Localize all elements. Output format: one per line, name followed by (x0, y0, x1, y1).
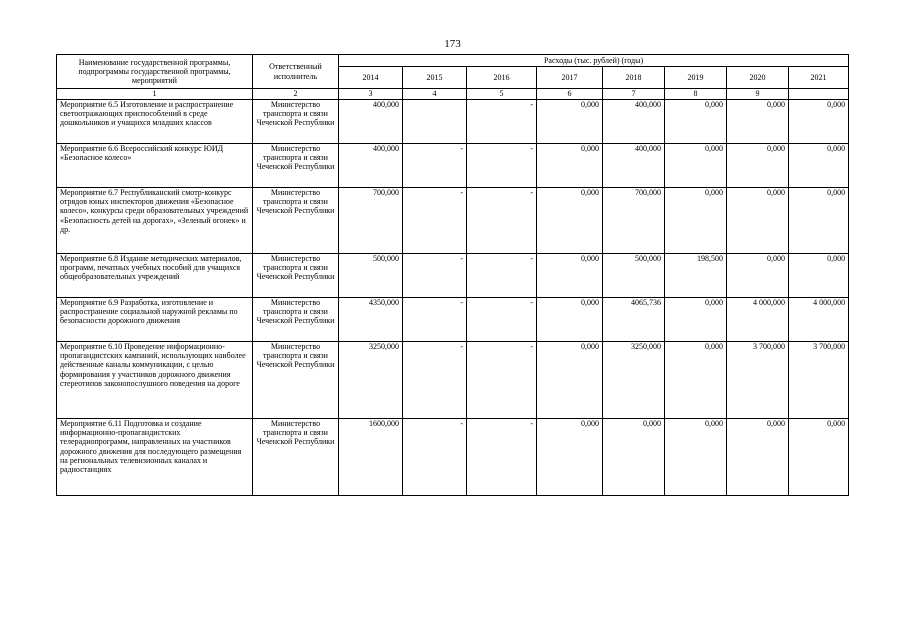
header-year: 2016 (467, 67, 537, 89)
expense-value: 0,000 (537, 298, 603, 342)
expense-value: - (403, 188, 467, 254)
column-number: 6 (537, 89, 603, 100)
executor: Министерство транспорта и связи Чеченской Республики (253, 298, 339, 342)
expense-value: - (403, 254, 467, 298)
expense-value: - (467, 144, 537, 188)
expense-value: 0,000 (537, 144, 603, 188)
expense-value: 3250,000 (339, 342, 403, 419)
expense-value: 400,000 (339, 100, 403, 144)
table-row (57, 419, 849, 496)
header-year: 2018 (603, 67, 665, 89)
column-number: 4 (403, 89, 467, 100)
expense-value: 0,000 (789, 188, 849, 254)
expense-value: 400,000 (603, 144, 665, 188)
expense-value: 3250,000 (603, 342, 665, 419)
expense-value: 700,000 (339, 188, 403, 254)
expense-value: 0,000 (537, 100, 603, 144)
column-number: 7 (603, 89, 665, 100)
expense-value: 0,000 (727, 144, 789, 188)
expense-value: 0,000 (789, 419, 849, 496)
column-number: 8 (665, 89, 727, 100)
expense-value: 4065,736 (603, 298, 665, 342)
expense-value: 700,000 (603, 188, 665, 254)
column-number: 9 (727, 89, 789, 100)
expenses-table (56, 54, 849, 496)
expense-value: 0,000 (789, 144, 849, 188)
expense-value: - (403, 342, 467, 419)
expense-value: 0,000 (537, 419, 603, 496)
column-number (789, 89, 849, 100)
expense-value: 0,000 (665, 100, 727, 144)
page-number: 173 (444, 38, 461, 50)
expense-value: 500,000 (603, 254, 665, 298)
expense-value: 0,000 (727, 254, 789, 298)
executor: Министерство транспорта и связи Чеченской Республики (253, 419, 339, 496)
expense-value: 0,000 (665, 419, 727, 496)
expense-value: 1600,000 (339, 419, 403, 496)
expense-value: - (467, 254, 537, 298)
expense-value: 0,000 (789, 254, 849, 298)
activity-name: Мероприятие 6.7 Республиканский смотр-конкурс отрядов юных инспекторов движения «Безопасное колесо», конкурсы среди образовательных учреждений «Безопасность детей на дорогах», «Зеленый огонек» и др. (57, 188, 253, 254)
header-year: 2017 (537, 67, 603, 89)
expense-value: 4350,000 (339, 298, 403, 342)
expense-value: 0,000 (537, 342, 603, 419)
expense-value: 0,000 (665, 188, 727, 254)
table-row (57, 100, 849, 144)
expense-value (403, 100, 467, 144)
expense-value: 4 000,000 (789, 298, 849, 342)
executor: Министерство транспорта и связи Чеченской Республики (253, 188, 339, 254)
expense-value: - (467, 298, 537, 342)
header-year: 2020 (727, 67, 789, 89)
activity-name: Мероприятие 6.5 Изготовление и распространение светоотражающих приспособлений в среде дошкольников и учащихся младших классов (57, 100, 253, 144)
expense-value: 0,000 (665, 342, 727, 419)
activity-name: Мероприятие 6.8 Издание методических материалов, программ, печатных учебных пособий для учащихся общеобразовательных учреждений (57, 254, 253, 298)
table-row (57, 188, 849, 254)
expense-value: 0,000 (665, 298, 727, 342)
expense-value: - (403, 144, 467, 188)
column-number: 2 (253, 89, 339, 100)
activity-name: Мероприятие 6.10 Проведение информационно-пропагандистских кампаний, использующих наиболее действенные каналы коммуникации, с целью формирования у участников дорожного движения стереотипов законопослушного поведения на дороге (57, 342, 253, 419)
header-year: 2015 (403, 67, 467, 89)
header-year: 2021 (789, 67, 849, 89)
expense-value: - (467, 419, 537, 496)
expense-value: - (467, 100, 537, 144)
expense-value: 500,000 (339, 254, 403, 298)
expense-value: 0,000 (537, 254, 603, 298)
expense-value: 0,000 (603, 419, 665, 496)
table-row (57, 342, 849, 419)
expense-value: 3 700,000 (789, 342, 849, 419)
expense-value: - (467, 342, 537, 419)
expense-value: 0,000 (727, 100, 789, 144)
expense-value: 0,000 (789, 100, 849, 144)
executor: Министерство транспорта и связи Чеченской Республики (253, 342, 339, 419)
activity-name: Мероприятие 6.6 Всероссийский конкурс ЮИД «Безопасное колесо» (57, 144, 253, 188)
expense-value: 0,000 (537, 188, 603, 254)
expense-value: - (467, 188, 537, 254)
expense-value: 400,000 (339, 144, 403, 188)
header-expenses: Расходы (тыс. рублей) (годы) (339, 55, 849, 67)
expense-value: 198,500 (665, 254, 727, 298)
expense-value: 4 000,000 (727, 298, 789, 342)
header-year: 2014 (339, 67, 403, 89)
expense-value: 0,000 (727, 188, 789, 254)
column-number: 5 (467, 89, 537, 100)
column-number: 3 (339, 89, 403, 100)
table-row (57, 298, 849, 342)
activity-name: Мероприятие 6.9 Разработка, изготовление и распространение социальной наружной рекламы по безопасности дорожного движения (57, 298, 253, 342)
table-row (57, 254, 849, 298)
expense-value: 400,000 (603, 100, 665, 144)
expense-value: - (403, 419, 467, 496)
table-row (57, 144, 849, 188)
expense-value: 3 700,000 (727, 342, 789, 419)
executor: Министерство транспорта и связи Чеченской Республики (253, 144, 339, 188)
executor: Министерство транспорта и связи Чеченской Республики (253, 100, 339, 144)
expense-value: - (403, 298, 467, 342)
header-executor: Ответственный исполнитель (253, 55, 339, 89)
column-number: 1 (57, 89, 253, 100)
header-year: 2019 (665, 67, 727, 89)
header-name: Наименование государственной программы, подпрограммы государственной программы, мероприятий (57, 55, 253, 89)
activity-name: Мероприятие 6.11 Подготовка и создание информационно-пропагандистских телерадиопрограмм, направленных на участников дорожного движения для последующего размещения на региональных телевизионных каналах и радиостанциях (57, 419, 253, 496)
expense-value: 0,000 (727, 419, 789, 496)
expense-value: 0,000 (665, 144, 727, 188)
executor: Министерство транспорта и связи Чеченской Республики (253, 254, 339, 298)
